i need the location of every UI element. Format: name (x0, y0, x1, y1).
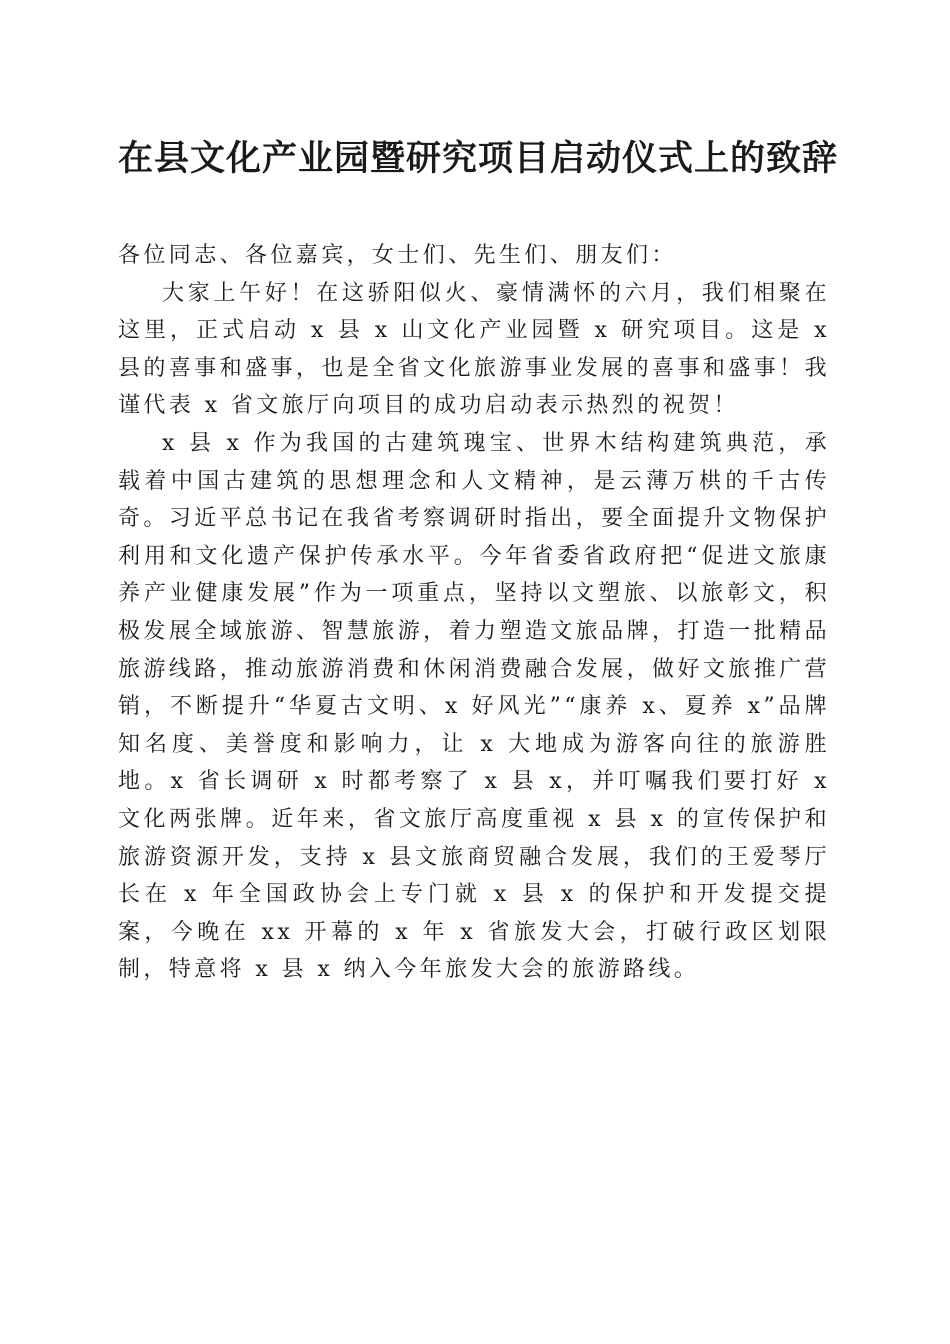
document-title: 在县文化产业园暨研究项目启动仪式上的致辞 (118, 138, 839, 179)
salutation: 各位同志、各位嘉宾，女士们、先生们、朋友们： (118, 243, 677, 268)
paragraph-greeting: 大家上午好！在这骄阳似火、豪情满怀的六月，我们相聚在这里，正式启动 x 县 x 山文化产业园暨 x 研究项目。这是 x 县的喜事和盛事，也是全省文化旅游事业发展的喜事和盛事！我谨代表 x 省文旅厅向项目的成功启动表示热烈的祝贺！ (118, 280, 830, 419)
paragraph-main: x 县 x 作为我国的古建筑瑰宝、世界木结构建筑典范，承载着中国古建筑的思想理念和人文精神，是云薄万栱的千古传奇。习近平总书记在我省考察调研时指出，要全面提升文物保护利用和文化遗产保护传承水平。今年省委省政府把“促进文旅康养产业健康发展”作为一项重点，坚持以文塑旅、以旅彰文，积极发展全域旅游、智慧旅游，着力塑造文旅品牌，打造一批精品旅游线路，推动旅游消费和休闲消费融合发展，做好文旅推广营销，不断提升“华夏古文明、x 好风光”“康养 x、夏养 x”品牌知名度、美誉度和影响力，让 x 大地成为游客向往的旅游胜地。x 省长调研 x 时都考察了 x 县 x，并叮嘱我们要打好 x 文化两张牌。近年来，省文旅厅高度重视 x 县 x 的宣传保护和旅游资源开发，支持 x 县文旅商贸融合发展，我们的王爱琴厅长在 x 年全国政协会上专门就 x 县 x 的保护和开发提交提案，今晚在 xx 开幕的 x 年 x 省旅发大会，打破行政区划限制，特意将 x 县 x 纳入今年旅发大会的旅游路线。 (118, 430, 830, 983)
document-body (118, 237, 830, 989)
